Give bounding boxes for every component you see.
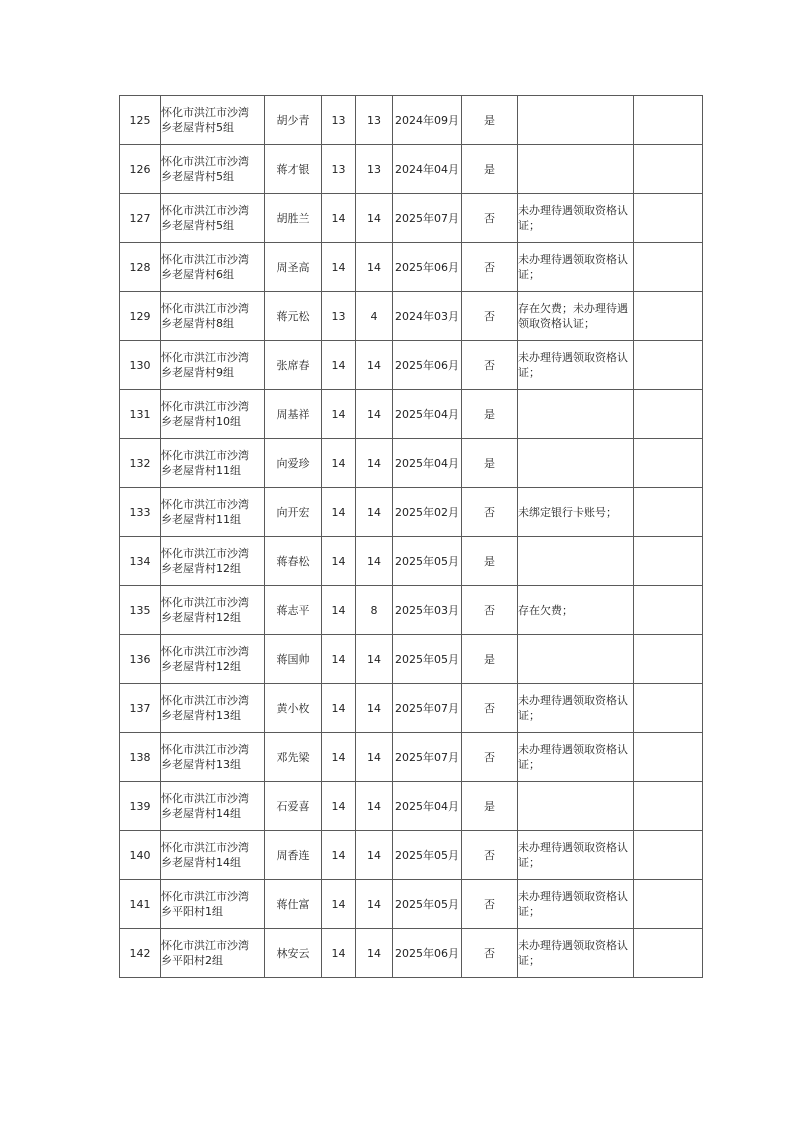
empty-cell (634, 537, 703, 586)
remark-cell (518, 390, 634, 439)
address-cell (161, 194, 265, 243)
row-number: 142 (120, 929, 161, 978)
status-flag: 否 (462, 243, 518, 292)
address-cell (161, 733, 265, 782)
value-b: 14 (356, 243, 393, 292)
empty-cell (634, 341, 703, 390)
status-flag: 是 (462, 145, 518, 194)
value-b: 13 (356, 96, 393, 145)
table-row (120, 684, 703, 733)
person-name: 周基祥 (265, 390, 322, 439)
value-a: 14 (322, 243, 356, 292)
address-line-2: 乡老屋背村10组 (161, 415, 241, 428)
value-a: 14 (322, 782, 356, 831)
address-cell (161, 586, 265, 635)
status-flag: 否 (462, 929, 518, 978)
person-name: 蒋元松 (265, 292, 322, 341)
date-cell: 2024年04月 (393, 145, 462, 194)
person-name: 胡胜兰 (265, 194, 322, 243)
person-name: 周圣高 (265, 243, 322, 292)
status-flag: 否 (462, 880, 518, 929)
address-line-1: 怀化市洪江市沙湾 (161, 253, 249, 266)
empty-cell (634, 635, 703, 684)
table-row (120, 145, 703, 194)
value-a: 14 (322, 929, 356, 978)
empty-cell (634, 243, 703, 292)
date-cell: 2025年05月 (393, 537, 462, 586)
address-line-1: 怀化市洪江市沙湾 (161, 498, 249, 511)
table-row (120, 635, 703, 684)
address-line-1: 怀化市洪江市沙湾 (161, 106, 249, 119)
value-b: 8 (356, 586, 393, 635)
address-line-1: 怀化市洪江市沙湾 (161, 694, 249, 707)
date-cell: 2025年05月 (393, 635, 462, 684)
table-row (120, 194, 703, 243)
table-row (120, 488, 703, 537)
empty-cell (634, 733, 703, 782)
remark-cell (518, 782, 634, 831)
value-b: 13 (356, 145, 393, 194)
address-line-1: 怀化市洪江市沙湾 (161, 596, 249, 609)
remark-cell (518, 145, 634, 194)
address-line-2: 乡老屋背村8组 (161, 317, 234, 330)
status-flag: 否 (462, 586, 518, 635)
table-row (120, 96, 703, 145)
remark-cell: 未办理待遇领取资格认证； (518, 880, 634, 929)
value-a: 14 (322, 390, 356, 439)
date-cell: 2025年07月 (393, 733, 462, 782)
empty-cell (634, 586, 703, 635)
status-flag: 是 (462, 635, 518, 684)
row-number: 141 (120, 880, 161, 929)
address-cell (161, 96, 265, 145)
address-line-1: 怀化市洪江市沙湾 (161, 449, 249, 462)
address-cell (161, 439, 265, 488)
value-a: 14 (322, 831, 356, 880)
empty-cell (634, 684, 703, 733)
empty-cell (634, 292, 703, 341)
status-flag: 否 (462, 194, 518, 243)
status-flag: 否 (462, 684, 518, 733)
value-b: 14 (356, 194, 393, 243)
value-a: 13 (322, 145, 356, 194)
value-a: 14 (322, 733, 356, 782)
address-line-2: 乡老屋背村6组 (161, 268, 234, 281)
row-number: 133 (120, 488, 161, 537)
date-cell: 2024年09月 (393, 96, 462, 145)
table-row (120, 537, 703, 586)
address-line-1: 怀化市洪江市沙湾 (161, 841, 249, 854)
value-a: 14 (322, 341, 356, 390)
value-b: 14 (356, 390, 393, 439)
table-row (120, 586, 703, 635)
table-row (120, 929, 703, 978)
table-row (120, 782, 703, 831)
remark-cell: 未办理待遇领取资格认证； (518, 194, 634, 243)
value-b: 14 (356, 782, 393, 831)
empty-cell (634, 96, 703, 145)
person-name: 向开宏 (265, 488, 322, 537)
row-number: 125 (120, 96, 161, 145)
empty-cell (634, 439, 703, 488)
remark-cell: 未绑定银行卡账号； (518, 488, 634, 537)
address-line-2: 乡老屋背村14组 (161, 807, 241, 820)
address-line-1: 怀化市洪江市沙湾 (161, 547, 249, 560)
row-number: 138 (120, 733, 161, 782)
person-name: 邓先梁 (265, 733, 322, 782)
person-name: 林安云 (265, 929, 322, 978)
status-flag: 是 (462, 537, 518, 586)
status-flag: 是 (462, 439, 518, 488)
status-flag: 否 (462, 488, 518, 537)
address-line-2: 乡老屋背村5组 (161, 121, 234, 134)
date-cell: 2024年03月 (393, 292, 462, 341)
remark-cell: 未办理待遇领取资格认证； (518, 929, 634, 978)
value-a: 13 (322, 96, 356, 145)
address-line-1: 怀化市洪江市沙湾 (161, 204, 249, 217)
address-cell (161, 390, 265, 439)
address-line-2: 乡老屋背村13组 (161, 758, 241, 771)
date-cell: 2025年03月 (393, 586, 462, 635)
row-number: 134 (120, 537, 161, 586)
row-number: 136 (120, 635, 161, 684)
value-b: 14 (356, 439, 393, 488)
empty-cell (634, 929, 703, 978)
date-cell: 2025年04月 (393, 782, 462, 831)
date-cell: 2025年07月 (393, 194, 462, 243)
person-name: 张席春 (265, 341, 322, 390)
date-cell: 2025年05月 (393, 831, 462, 880)
address-line-1: 怀化市洪江市沙湾 (161, 743, 249, 756)
address-line-2: 乡老屋背村12组 (161, 611, 241, 624)
row-number: 129 (120, 292, 161, 341)
records-table (119, 95, 703, 978)
value-b: 14 (356, 880, 393, 929)
empty-cell (634, 145, 703, 194)
value-a: 14 (322, 537, 356, 586)
remark-cell: 未办理待遇领取资格认证； (518, 831, 634, 880)
empty-cell (634, 488, 703, 537)
row-number: 130 (120, 341, 161, 390)
row-number: 126 (120, 145, 161, 194)
remark-cell: 未办理待遇领取资格认证； (518, 341, 634, 390)
table-row (120, 733, 703, 782)
row-number: 140 (120, 831, 161, 880)
empty-cell (634, 782, 703, 831)
remark-cell: 未办理待遇领取资格认证； (518, 684, 634, 733)
value-b: 14 (356, 684, 393, 733)
address-line-2: 乡老屋背村5组 (161, 170, 234, 183)
address-cell (161, 292, 265, 341)
date-cell: 2025年04月 (393, 390, 462, 439)
person-name: 周香连 (265, 831, 322, 880)
value-a: 14 (322, 684, 356, 733)
value-a: 14 (322, 488, 356, 537)
address-line-2: 乡老屋背村5组 (161, 219, 234, 232)
address-cell (161, 831, 265, 880)
table-row (120, 390, 703, 439)
address-line-2: 乡平阳村2组 (161, 954, 223, 967)
address-cell (161, 782, 265, 831)
remark-cell (518, 635, 634, 684)
value-b: 14 (356, 488, 393, 537)
address-cell (161, 488, 265, 537)
address-cell (161, 880, 265, 929)
table-row (120, 341, 703, 390)
address-line-2: 乡老屋背村11组 (161, 513, 241, 526)
person-name: 蒋仕富 (265, 880, 322, 929)
date-cell: 2025年07月 (393, 684, 462, 733)
status-flag: 否 (462, 733, 518, 782)
empty-cell (634, 831, 703, 880)
value-b: 14 (356, 341, 393, 390)
value-b: 14 (356, 929, 393, 978)
value-a: 14 (322, 194, 356, 243)
remark-cell: 未办理待遇领取资格认证； (518, 243, 634, 292)
status-flag: 是 (462, 96, 518, 145)
value-a: 14 (322, 880, 356, 929)
address-line-1: 怀化市洪江市沙湾 (161, 792, 249, 805)
address-cell (161, 243, 265, 292)
status-flag: 否 (462, 831, 518, 880)
table-row (120, 292, 703, 341)
person-name: 向爱珍 (265, 439, 322, 488)
person-name: 蒋国帅 (265, 635, 322, 684)
row-number: 139 (120, 782, 161, 831)
status-flag: 否 (462, 292, 518, 341)
value-a: 14 (322, 439, 356, 488)
address-line-1: 怀化市洪江市沙湾 (161, 645, 249, 658)
date-cell: 2025年04月 (393, 439, 462, 488)
person-name: 蒋志平 (265, 586, 322, 635)
value-b: 14 (356, 635, 393, 684)
table-row (120, 243, 703, 292)
address-line-2: 乡老屋背村12组 (161, 660, 241, 673)
value-b: 14 (356, 733, 393, 782)
status-flag: 否 (462, 341, 518, 390)
remark-cell: 未办理待遇领取资格认证； (518, 733, 634, 782)
status-flag: 是 (462, 782, 518, 831)
date-cell: 2025年06月 (393, 929, 462, 978)
person-name: 蒋才银 (265, 145, 322, 194)
address-cell (161, 635, 265, 684)
address-line-1: 怀化市洪江市沙湾 (161, 890, 249, 903)
date-cell: 2025年05月 (393, 880, 462, 929)
person-name: 黄小枚 (265, 684, 322, 733)
row-number: 132 (120, 439, 161, 488)
person-name: 蒋春松 (265, 537, 322, 586)
empty-cell (634, 390, 703, 439)
address-line-2: 乡老屋背村14组 (161, 856, 241, 869)
value-a: 14 (322, 635, 356, 684)
date-cell: 2025年02月 (393, 488, 462, 537)
date-cell: 2025年06月 (393, 243, 462, 292)
address-cell (161, 341, 265, 390)
value-a: 13 (322, 292, 356, 341)
table-body (120, 96, 703, 978)
address-line-2: 乡老屋背村12组 (161, 562, 241, 575)
value-b: 14 (356, 831, 393, 880)
empty-cell (634, 880, 703, 929)
row-number: 135 (120, 586, 161, 635)
empty-cell (634, 194, 703, 243)
remark-cell (518, 439, 634, 488)
address-cell (161, 684, 265, 733)
value-b: 14 (356, 537, 393, 586)
status-flag: 是 (462, 390, 518, 439)
person-name: 石爱喜 (265, 782, 322, 831)
address-line-2: 乡老屋背村11组 (161, 464, 241, 477)
row-number: 127 (120, 194, 161, 243)
date-cell: 2025年06月 (393, 341, 462, 390)
address-cell (161, 145, 265, 194)
address-line-2: 乡老屋背村9组 (161, 366, 234, 379)
row-number: 137 (120, 684, 161, 733)
table-row (120, 439, 703, 488)
address-line-1: 怀化市洪江市沙湾 (161, 351, 249, 364)
address-line-2: 乡老屋背村13组 (161, 709, 241, 722)
value-b: 4 (356, 292, 393, 341)
remark-cell: 存在欠费；未办理待遇领取资格认证； (518, 292, 634, 341)
address-line-1: 怀化市洪江市沙湾 (161, 155, 249, 168)
person-name: 胡少青 (265, 96, 322, 145)
remark-cell (518, 537, 634, 586)
table-row (120, 831, 703, 880)
row-number: 128 (120, 243, 161, 292)
address-cell (161, 929, 265, 978)
table-row (120, 880, 703, 929)
address-line-2: 乡平阳村1组 (161, 905, 223, 918)
address-cell (161, 537, 265, 586)
address-line-1: 怀化市洪江市沙湾 (161, 939, 249, 952)
remark-cell: 存在欠费； (518, 586, 634, 635)
value-a: 14 (322, 586, 356, 635)
remark-cell (518, 96, 634, 145)
row-number: 131 (120, 390, 161, 439)
address-line-1: 怀化市洪江市沙湾 (161, 400, 249, 413)
address-line-1: 怀化市洪江市沙湾 (161, 302, 249, 315)
